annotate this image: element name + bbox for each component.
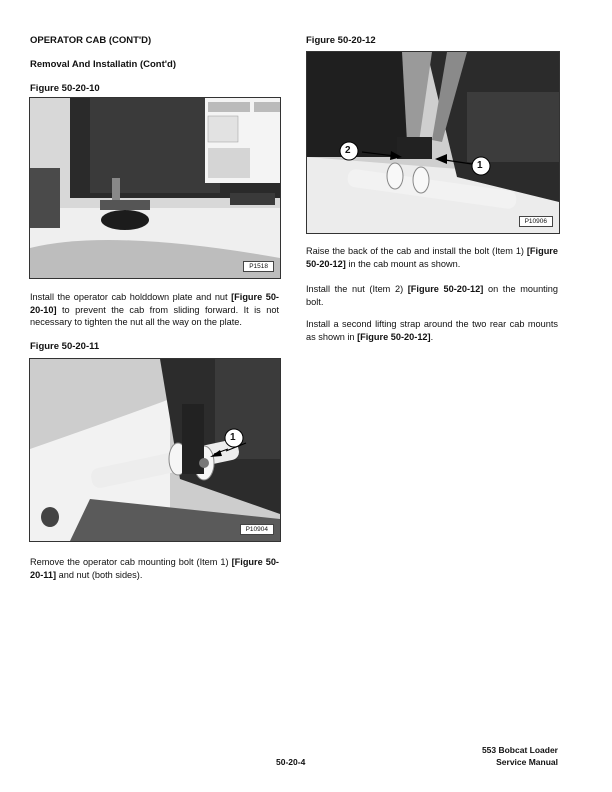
instruction-paragraph-1: Install the operator cab holddown plate and nut [Figure 50-20-10] to prevent the cab from sliding forward. It is not necessary to tighten the nut all the way on the plate.: [30, 292, 279, 328]
figure-label-50-20-11: Figure 50-20-11: [30, 341, 100, 352]
instruction-paragraph-4: Install the nut (Item 2) [Figure 50-20-12] on the mounting bolt.: [306, 284, 558, 307]
cab-lift-strap-photo: [307, 52, 559, 233]
instruction-paragraph-3: Raise the back of the cab and install the bolt (Item 1) [Figure 50-20-12] in the cab mount as shown.: [306, 246, 558, 269]
photo-id-badge: P10906: [519, 216, 553, 227]
figure-label-50-20-10: Figure 50-20-10: [30, 83, 100, 94]
instruction-paragraph-5: Install a second lifting strap around the two rear cab mounts as shown in [Figure 50-20-12].: [306, 319, 558, 342]
cab-holddown-photo: [30, 98, 280, 278]
figure-ref: [Figure 50-20-11]: [30, 557, 279, 580]
instruction-paragraph-2: Remove the operator cab mounting bolt (Item 1) [Figure 50-20-11] and nut (both sides).: [30, 557, 279, 580]
figure-label-50-20-12: Figure 50-20-12: [306, 35, 376, 46]
photo-id-badge: P10904: [240, 524, 274, 535]
subsection-heading: Removal And Installatin (Cont'd): [30, 59, 176, 70]
cab-mount-bolt-photo: [30, 359, 280, 541]
manual-title: 553 Bobcat Loader: [481, 745, 558, 755]
callout-item-1: 1: [477, 160, 483, 171]
figure-ref: [Figure 50-20-10]: [30, 292, 279, 315]
figure-photo-50-20-10: [29, 97, 281, 279]
section-heading: OPERATOR CAB (CONT'D): [30, 35, 152, 46]
figure-ref: [Figure 50-20-12]: [407, 284, 484, 294]
figure-photo-50-20-11: [29, 358, 281, 542]
photo-id-badge: P1518: [243, 261, 274, 272]
figure-photo-50-20-12: [306, 51, 560, 234]
figure-ref: [Figure 50-20-12]: [306, 246, 558, 269]
manual-subtitle: Service Manual: [496, 757, 558, 767]
figure-ref: [Figure 50-20-12]: [357, 331, 431, 342]
callout-item-2: 2: [345, 145, 351, 156]
callout-item-1: 1: [230, 432, 236, 443]
page-number: 50-20-4: [276, 757, 306, 767]
